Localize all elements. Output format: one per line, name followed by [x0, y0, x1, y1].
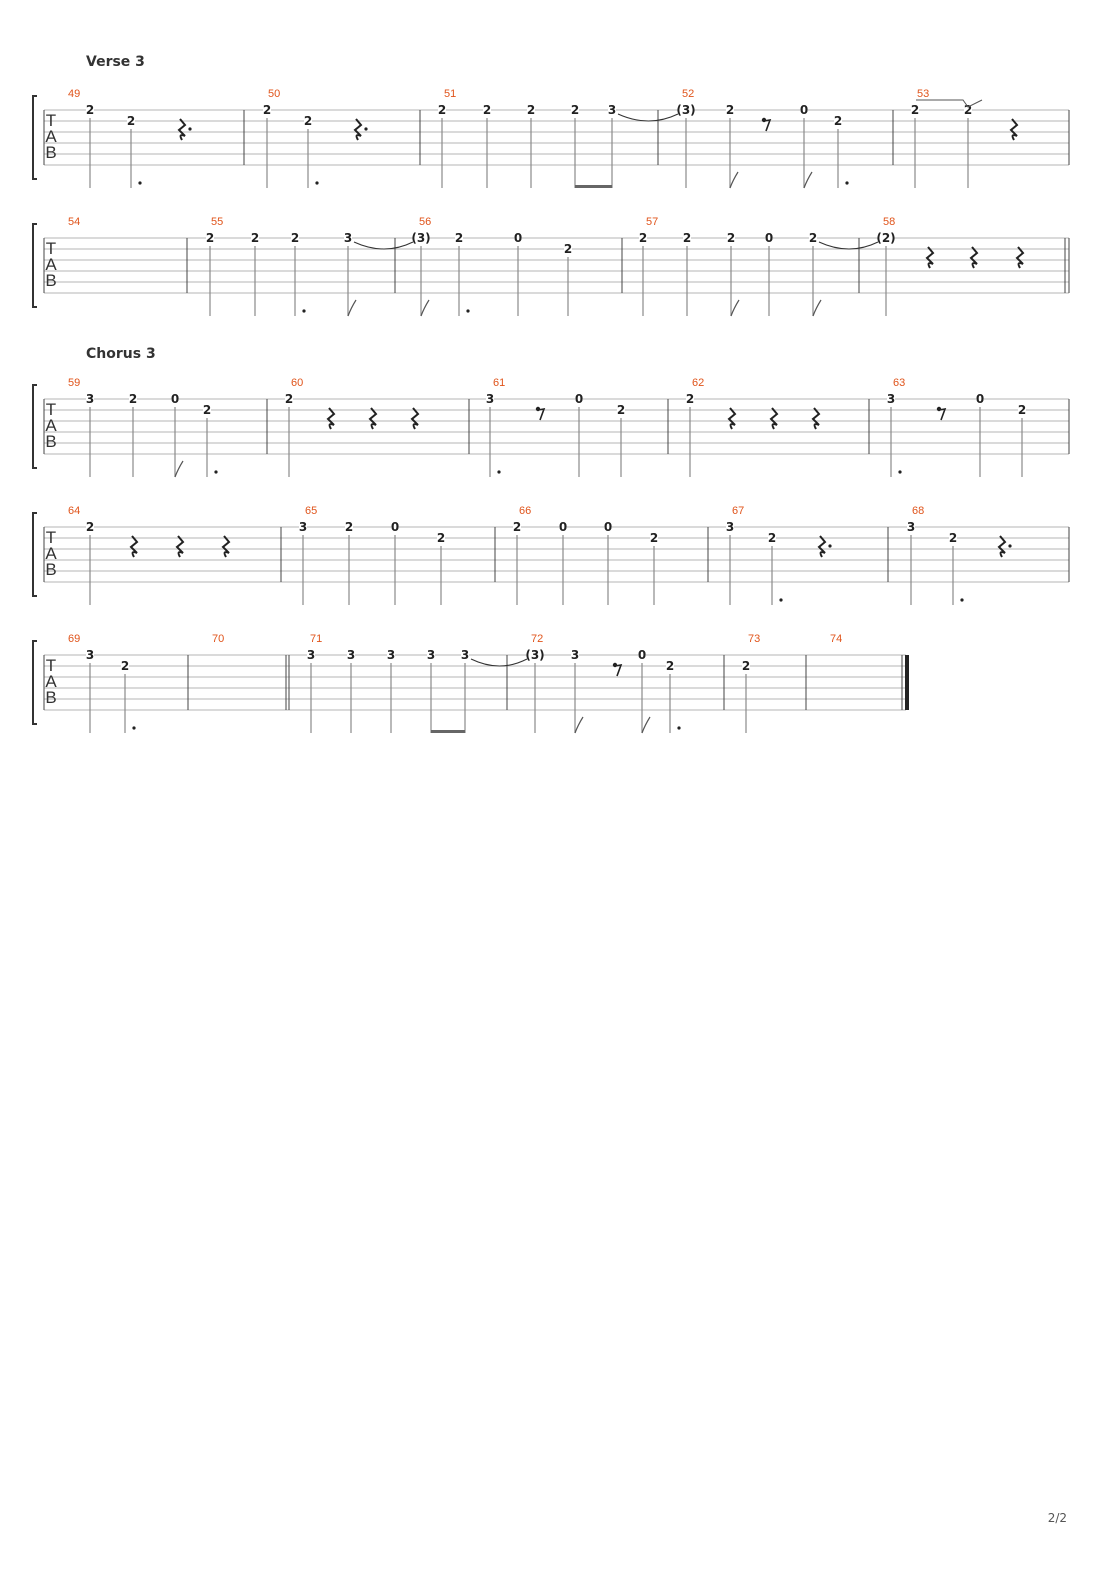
- note-beam: [575, 185, 612, 188]
- quarter-rest: [328, 408, 334, 429]
- eighth-rest: [939, 409, 945, 420]
- system-bracket: [33, 641, 37, 724]
- measure-number: 49: [68, 88, 81, 100]
- duration-dot: [779, 598, 782, 601]
- fret-number: 2: [85, 103, 95, 117]
- measure-number: 56: [419, 216, 432, 228]
- duration-dot: [845, 181, 848, 184]
- page-number: 2/2: [1047, 1511, 1067, 1525]
- measure-number: 53: [917, 88, 930, 100]
- duration-dot: [138, 181, 141, 184]
- fret-number: 2: [250, 231, 260, 245]
- eighth-flag: [575, 717, 583, 733]
- rest-dot: [1008, 544, 1011, 547]
- fret-number: 2: [262, 103, 272, 117]
- fret-number: 2: [120, 659, 130, 673]
- measure-number: 57: [646, 216, 659, 228]
- eighth-flag: [175, 461, 183, 477]
- measure-number: 74: [830, 633, 843, 645]
- measure-number: 73: [748, 633, 761, 645]
- fret-number: 0: [637, 648, 647, 662]
- eighth-flag: [804, 172, 812, 188]
- fret-number: 2: [665, 659, 675, 673]
- fret-number: 0: [603, 520, 613, 534]
- system-bracket: [33, 96, 37, 179]
- tab-clef-letter: A: [45, 127, 57, 146]
- quarter-rest: [819, 536, 825, 557]
- fret-number: 3: [426, 648, 436, 662]
- fret-number: 2: [290, 231, 300, 245]
- fret-number: 2: [808, 231, 818, 245]
- measure-number: 69: [68, 633, 81, 645]
- fret-number: 0: [764, 231, 774, 245]
- tie-arc: [618, 114, 678, 121]
- fret-number: 3: [85, 648, 95, 662]
- section-label-chorus-3: Chorus 3: [86, 346, 156, 362]
- eighth-rest: [764, 120, 770, 131]
- fret-number: 2: [126, 114, 136, 128]
- system-bracket: [33, 513, 37, 596]
- duration-dot: [132, 726, 135, 729]
- fret-number: 2: [202, 403, 212, 417]
- tie-arc: [471, 659, 527, 666]
- fret-number: 2: [910, 103, 920, 117]
- fret-number: (3): [676, 103, 696, 117]
- tab-clef-letter: A: [45, 544, 57, 563]
- quarter-rest: [971, 247, 977, 268]
- note-beam: [431, 730, 465, 733]
- measure-number: 62: [692, 377, 705, 389]
- measure-number: 54: [68, 216, 81, 228]
- fret-number: 3: [460, 648, 470, 662]
- fret-number: 3: [570, 648, 580, 662]
- measure-number: 52: [682, 88, 695, 100]
- duration-dot: [302, 309, 305, 312]
- fret-number: 2: [526, 103, 536, 117]
- fret-number: 0: [799, 103, 809, 117]
- measure-number: 63: [893, 377, 906, 389]
- fret-number: 3: [607, 103, 617, 117]
- measure-number: 58: [883, 216, 896, 228]
- quarter-rest: [223, 536, 229, 557]
- system-bracket: [33, 385, 37, 468]
- duration-dot: [677, 726, 680, 729]
- tab-clef-letter: B: [45, 271, 57, 290]
- duration-dot: [315, 181, 318, 184]
- fret-number: 2: [436, 531, 446, 545]
- quarter-rest: [355, 119, 361, 140]
- eighth-flag: [813, 300, 821, 316]
- fret-number: 3: [725, 520, 735, 534]
- fret-number: 2: [344, 520, 354, 534]
- quarter-rest: [927, 247, 933, 268]
- section-label-verse-3: Verse 3: [86, 54, 145, 70]
- eighth-rest: [615, 665, 621, 676]
- eighth-flag: [642, 717, 650, 733]
- measure-number: 68: [912, 505, 925, 517]
- duration-dot: [497, 470, 500, 473]
- tab-clef-letter: A: [45, 416, 57, 435]
- measure-number: 70: [212, 633, 225, 645]
- rest-dot: [188, 127, 191, 130]
- system-bracket: [33, 224, 37, 307]
- measure-number: 65: [305, 505, 318, 517]
- fret-number: 2: [563, 242, 573, 256]
- quarter-rest: [179, 119, 185, 140]
- quarter-rest: [131, 536, 137, 557]
- eighth-flag: [730, 172, 738, 188]
- fret-number: (2): [876, 231, 896, 245]
- fret-number: 3: [306, 648, 316, 662]
- quarter-rest: [177, 536, 183, 557]
- fret-number: 3: [343, 231, 353, 245]
- duration-dot: [960, 598, 963, 601]
- fret-number: 0: [574, 392, 584, 406]
- tab-clef-letter: B: [45, 560, 57, 579]
- fret-number: 3: [85, 392, 95, 406]
- final-barline-thick: [905, 655, 909, 710]
- fret-number: (3): [411, 231, 431, 245]
- measure-number: 55: [211, 216, 224, 228]
- fret-number: (3): [525, 648, 545, 662]
- fret-number: 2: [767, 531, 777, 545]
- fret-number: 2: [741, 659, 751, 673]
- fret-number: 2: [638, 231, 648, 245]
- rest-dot: [828, 544, 831, 547]
- fret-number: 2: [685, 392, 695, 406]
- tab-clef-letter: B: [45, 688, 57, 707]
- fret-number: 3: [386, 648, 396, 662]
- tab-clef-letter: B: [45, 143, 57, 162]
- tie-arc: [819, 242, 878, 249]
- quarter-rest: [729, 408, 735, 429]
- measure-number: 64: [68, 505, 81, 517]
- quarter-rest: [813, 408, 819, 429]
- fret-number: 2: [649, 531, 659, 545]
- fret-number: 2: [85, 520, 95, 534]
- eighth-flag: [421, 300, 429, 316]
- fret-number: 2: [512, 520, 522, 534]
- fret-number: 2: [725, 103, 735, 117]
- measure-number: 61: [493, 377, 506, 389]
- fret-number: 2: [454, 231, 464, 245]
- measure-number: 71: [310, 633, 323, 645]
- tab-clef-letter: T: [45, 239, 57, 258]
- fret-number: 2: [303, 114, 313, 128]
- fret-number: 2: [205, 231, 215, 245]
- measure-number: 66: [519, 505, 532, 517]
- eighth-rest: [538, 409, 544, 420]
- measure-number: 72: [531, 633, 544, 645]
- quarter-rest: [1011, 119, 1017, 140]
- rest-dot: [364, 127, 367, 130]
- fret-number: 3: [298, 520, 308, 534]
- quarter-rest: [412, 408, 418, 429]
- fret-number: 2: [128, 392, 138, 406]
- fret-number: 3: [886, 392, 896, 406]
- fret-number: 0: [975, 392, 985, 406]
- fret-number: 3: [906, 520, 916, 534]
- fret-number: 2: [482, 103, 492, 117]
- duration-dot: [214, 470, 217, 473]
- fret-number: 0: [170, 392, 180, 406]
- fret-number: 2: [963, 103, 973, 117]
- tie-arc: [354, 242, 413, 249]
- fret-number: 0: [558, 520, 568, 534]
- quarter-rest: [999, 536, 1005, 557]
- measure-number: 59: [68, 377, 81, 389]
- quarter-rest: [1017, 247, 1023, 268]
- tab-clef-letter: T: [45, 656, 57, 675]
- tab-clef-letter: A: [45, 255, 57, 274]
- tab-clef-letter: B: [45, 432, 57, 451]
- tab-clef-letter: T: [45, 400, 57, 419]
- fret-number: 2: [726, 231, 736, 245]
- duration-dot: [466, 309, 469, 312]
- eighth-flag: [348, 300, 356, 316]
- fret-number: 2: [437, 103, 447, 117]
- tab-clef-letter: T: [45, 528, 57, 547]
- tab-clef-letter: T: [45, 111, 57, 130]
- fret-number: 3: [346, 648, 356, 662]
- duration-dot: [898, 470, 901, 473]
- fret-number: 2: [616, 403, 626, 417]
- measure-number: 67: [732, 505, 745, 517]
- measure-number: 60: [291, 377, 304, 389]
- fret-number: 2: [570, 103, 580, 117]
- tab-clef-letter: A: [45, 672, 57, 691]
- fret-number: 0: [513, 231, 523, 245]
- measure-number: 50: [268, 88, 281, 100]
- fret-number: 0: [390, 520, 400, 534]
- eighth-flag: [731, 300, 739, 316]
- fret-number: 3: [485, 392, 495, 406]
- fret-number: 2: [682, 231, 692, 245]
- fret-number: 2: [833, 114, 843, 128]
- fret-number: 2: [284, 392, 294, 406]
- fret-number: 2: [1017, 403, 1027, 417]
- fret-number: 2: [948, 531, 958, 545]
- quarter-rest: [370, 408, 376, 429]
- quarter-rest: [771, 408, 777, 429]
- measure-number: 51: [444, 88, 457, 100]
